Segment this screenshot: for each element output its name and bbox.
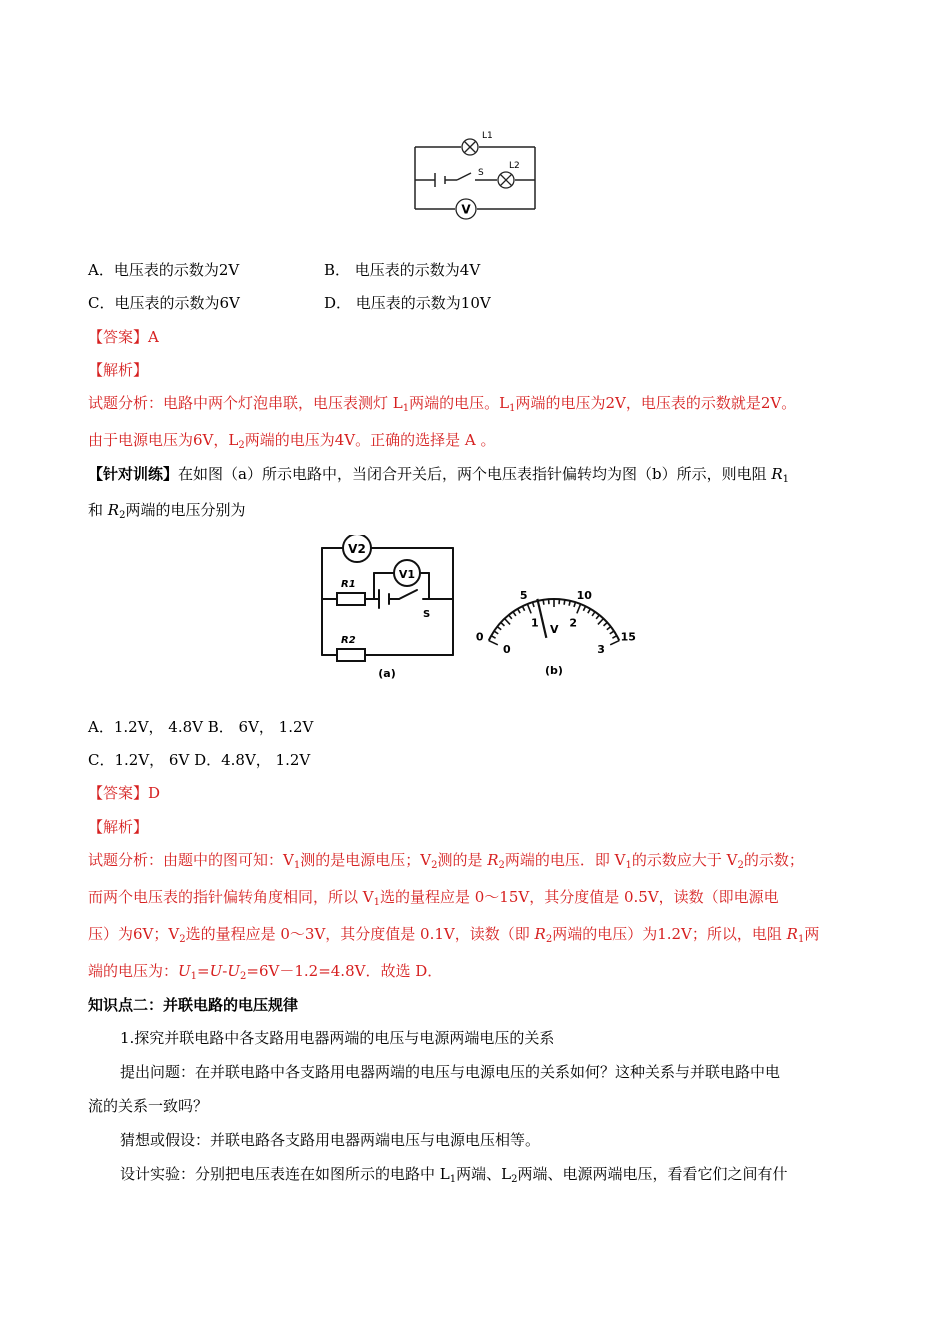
voltmeter-v1-label: V1: [398, 568, 416, 581]
section-2-question-line-2: 流的关系一致吗？: [88, 1097, 209, 1115]
q2-options-ab: A．1.2V， 4.8V B． 6V， 1.2V: [88, 718, 314, 736]
q2-answer: 【答案】D: [88, 784, 161, 802]
section-2-question-line-1: 提出问题：在并联电路中各支路用电器两端的电压与电源电压的关系如何？这种关系与并联电路中电: [120, 1063, 781, 1081]
figure-b-caption: (b): [545, 664, 563, 677]
section-2-design: 设计实验：分别把电压表连在如图所示的电路中 $L_1$两端、$L_2$两端、电源两端电压，看看它们之间有什: [120, 1165, 788, 1185]
dial-outer-label: 0: [475, 630, 484, 644]
dial-tick: [527, 604, 531, 613]
q1-option-d: D． 电压表的示数为10V: [324, 294, 491, 312]
circuit-diagram-series: [405, 125, 545, 220]
dial-tick: [610, 631, 614, 634]
q1-answer: 【答案】A: [88, 328, 159, 346]
dial-needle: [537, 599, 546, 638]
resistor-r1-label: R1: [341, 579, 356, 590]
dial-tick: [569, 601, 570, 606]
dial-tick: [574, 602, 575, 607]
dial-tick: [564, 600, 565, 605]
dial-outer-label: 5: [519, 588, 528, 602]
dial-tick: [592, 612, 595, 616]
dial-tick: [577, 604, 581, 613]
dial-outer-label: 10: [576, 588, 592, 602]
q1-option-c: C．电压表的示数为6V: [88, 294, 240, 312]
circuit-diagram-a: [315, 535, 463, 680]
dial-inner-label: 3: [597, 643, 605, 657]
switch-label: S: [478, 168, 484, 178]
q1-option-a: A．电压表的示数为2V: [88, 261, 240, 279]
dial-tick: [522, 606, 524, 610]
dial-tick: [513, 612, 516, 616]
q2-analysis-line-2: 而两个电压表的指针偏转角度相同，所以 $V_1$选的量程应是 0～15V，其分度值是 0.5V，读数（即电源电: [88, 888, 779, 908]
dial-inner-label: 1: [530, 616, 539, 630]
dial-inner-label: 2: [569, 616, 578, 630]
dial-tick: [583, 606, 585, 610]
figure-a-caption: (a): [378, 667, 396, 680]
dial-tick: [494, 631, 498, 634]
section-2-hypothesis: 猜想或假设：并联电路各支路用电器两端电压与电源电压相等。: [120, 1131, 541, 1149]
voltmeter-label: V: [461, 202, 471, 217]
dial-tick: [489, 641, 498, 645]
q2-stem-line-1: 【针对训练】在如图（a）所示电路中，当闭合开关后，两个电压表指针偏转均为图（b）所示，则电阻 $R_1$: [88, 465, 790, 485]
switch-s-label: S: [423, 609, 431, 620]
resistor-r1-icon: [337, 593, 365, 605]
dial-tick: [596, 615, 599, 619]
lamp-l1-label: L1: [482, 131, 493, 141]
dial-tick: [543, 600, 544, 605]
voltmeter-dial-b: [462, 553, 652, 683]
dial-tick: [612, 636, 616, 638]
voltmeter-v2-label: V2: [348, 542, 366, 556]
dial-tick: [607, 627, 611, 630]
section-2-item-1: 1.探究并联电路中各支路用电器两端的电压与电源两端电压的关系: [120, 1029, 555, 1047]
q2-analysis-line-1: 试题分析：由题中的图可知：$V_1$测的是电源电压；$V_2$测的是 $R_2$两端的电压．即 $V_1$的示数应大于 $V_2$的示数；: [88, 851, 804, 871]
dial-tick: [497, 627, 501, 630]
resistor-r2-label: R2: [341, 635, 356, 646]
section-2-title: 知识点二：并联电路的电压规律: [88, 996, 299, 1014]
needle-label: V: [550, 623, 559, 636]
dial-tick: [505, 619, 510, 625]
q2-analysis-line-3: 压）为6V；$V_2$选的量程应是 0～3V，其分度值是 0.1V，读数（即 $R_2$两端的电压）为1.2V；所以，电阻 $R_1$两: [88, 925, 820, 945]
q2-analysis-line-4: 端的电压为：$U_1=U-U_2=6V-1.2=4.8V$．故选 D．: [88, 962, 443, 982]
lamp-l2-icon: [498, 172, 514, 188]
dial-tick: [509, 615, 512, 619]
dial-tick: [604, 623, 608, 626]
q1-analysis-heading: 【解析】: [88, 361, 149, 379]
lamp-l1-icon: [462, 139, 478, 155]
q1-analysis-line-2: 由于电源电压为6V，$L_2$两端的电压为4V。正确的选择是 A 。: [88, 431, 496, 451]
dial-tick: [491, 636, 495, 638]
q1-analysis-line-1: 试题分析：电路中两个灯泡串联，电压表测灯 $L_1$两端的电压。$L_1$两端的电压为2V，电压表的示数就是2V。: [88, 394, 797, 414]
dial-tick: [598, 619, 603, 625]
q1-option-b: B． 电压表的示数为4V: [324, 261, 481, 279]
q2-options-cd: C．1.2V， 6V D．4.8V， 1.2V: [88, 751, 311, 769]
dial-inner-label: 0: [503, 643, 511, 657]
dial-tick: [610, 641, 619, 645]
resistor-r2-icon: [337, 649, 365, 661]
dial-tick: [501, 623, 505, 626]
lamp-l2-label: L2: [509, 161, 520, 171]
dial-tick: [588, 609, 591, 613]
dial-outer-label: 15: [620, 630, 636, 644]
dial-tick: [533, 602, 534, 607]
q2-stem-line-2: 和 $R_2$两端的电压分别为: [88, 501, 246, 521]
dial-tick: [518, 609, 521, 613]
q2-analysis-heading: 【解析】: [88, 818, 149, 836]
